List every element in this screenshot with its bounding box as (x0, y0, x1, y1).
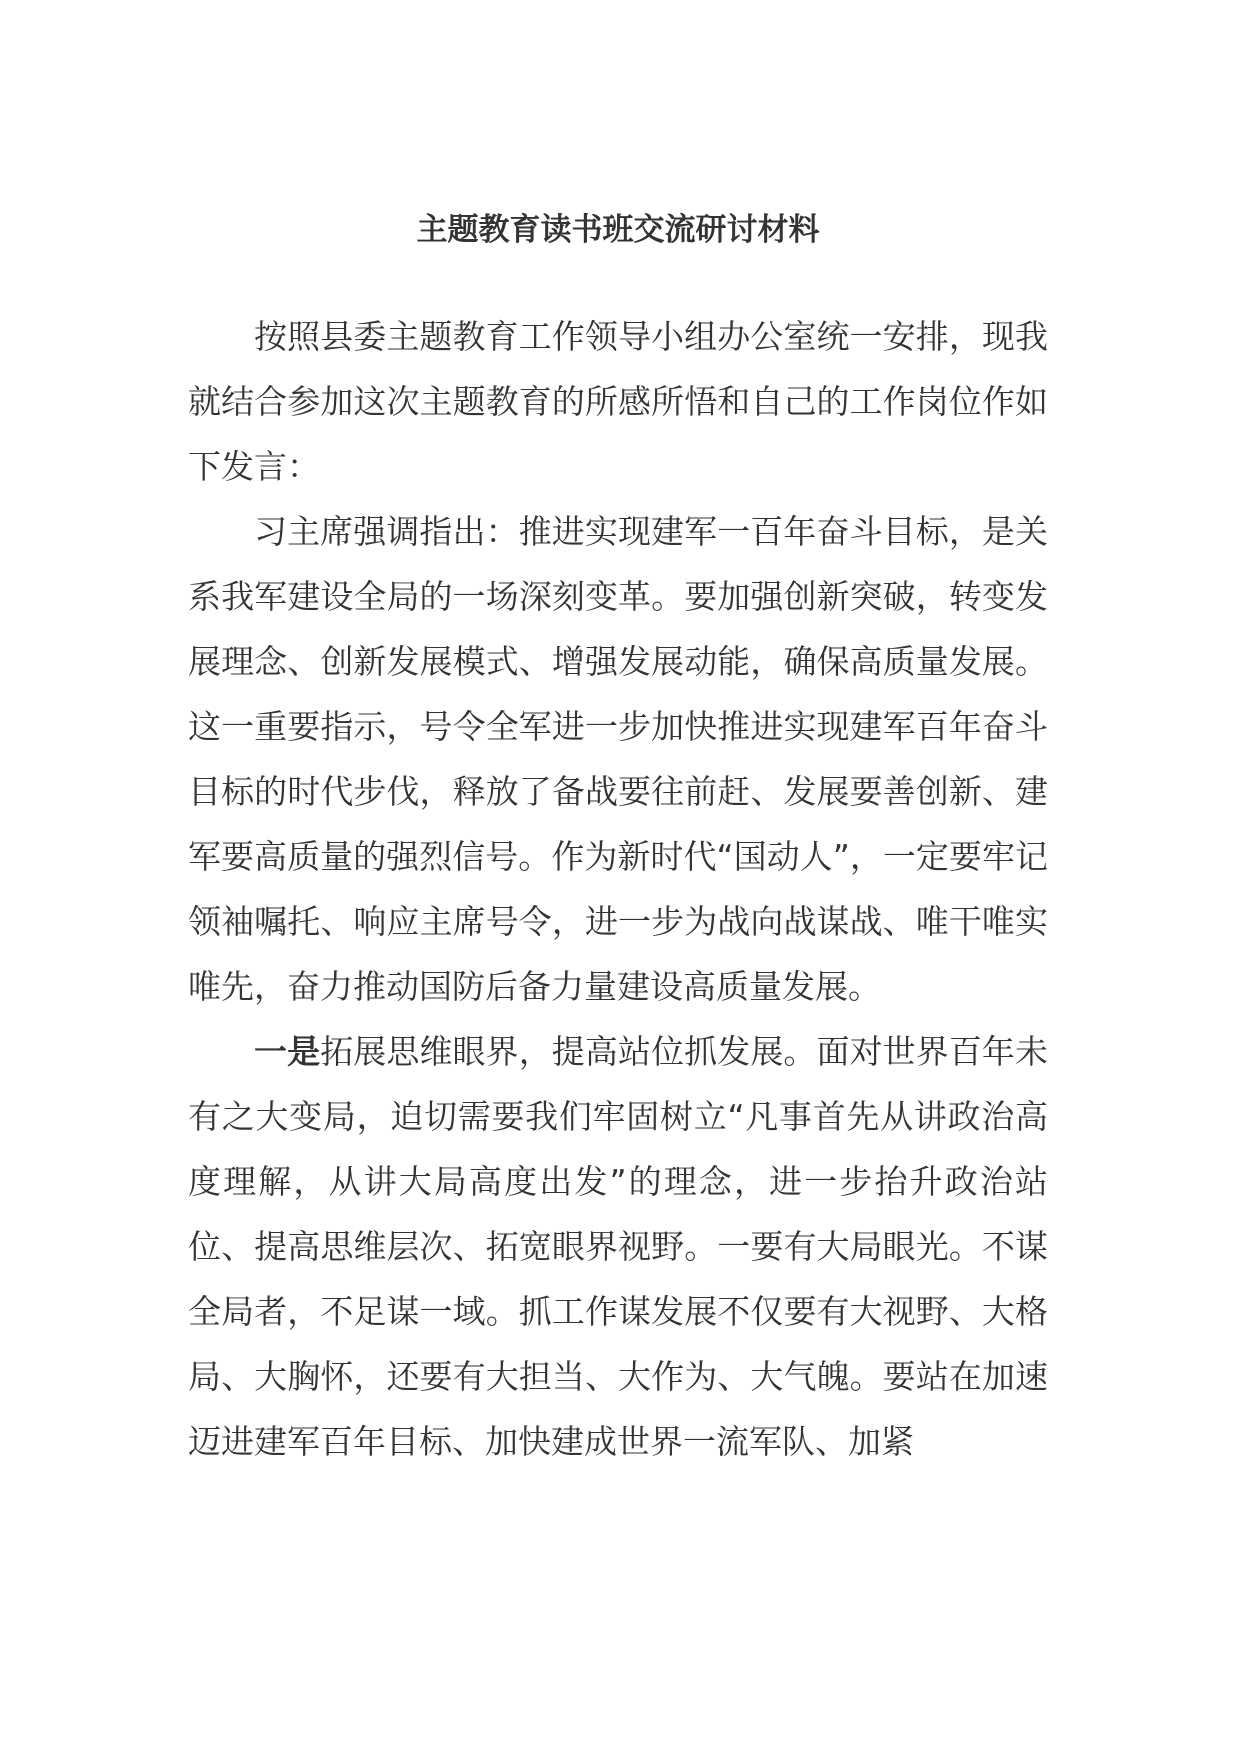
paragraph-text: 按照县委主题教育工作领导小组办公室统一安排，现我就结合参加这次主题教育的所感所悟和自己的工作岗位作如下发言： (188, 317, 1048, 486)
paragraph-quote (188, 499, 1048, 1019)
paragraph-text: 习主席强调指出：推进实现建军一百年奋斗目标，是关系我军建设全局的一场深刻变革。要加强创新突破，转变发展理念、创新发展模式、增强发展动能，确保高质量发展。这一重要指示，号令全军进一步加快推进实现建军百年奋斗目标的时代步伐，释放了备战要往前赶、发展要善创新、建军要高质量的强烈信号。作为新时代“国动人”，一定要牢记领袖嘱托、响应主席号令，进一步为战向战谋战、唯干唯实唯先，奋力推动国防后备力量建设高质量发展。 (188, 512, 1048, 1006)
paragraph-text: 拓展思维眼界，提高站位抓发展。面对世界百年未有之大变局，迫切需要我们牢固树立“凡事首先从讲政治高度理解，从讲大局高度出发”的理念，进一步抬升政治站位、提高思维层次、拓宽眼界视野。一要有大局眼光。不谋全局者，不足谋一域。抓工作谋发展不仅要有大视野、大格局、大胸怀，还要有大担当、大作为、大气魄。要站在加速迈进建军百年目标、加快建成世界一流军队、加紧 (188, 1032, 1049, 1461)
paragraph-point-one (188, 1019, 1048, 1474)
paragraph-intro (188, 304, 1048, 499)
paragraph-lead-bold: 一是 (254, 1032, 321, 1071)
document-title: 主题教育读书班交流研讨材料 (416, 212, 820, 248)
document-body (188, 304, 1048, 1474)
